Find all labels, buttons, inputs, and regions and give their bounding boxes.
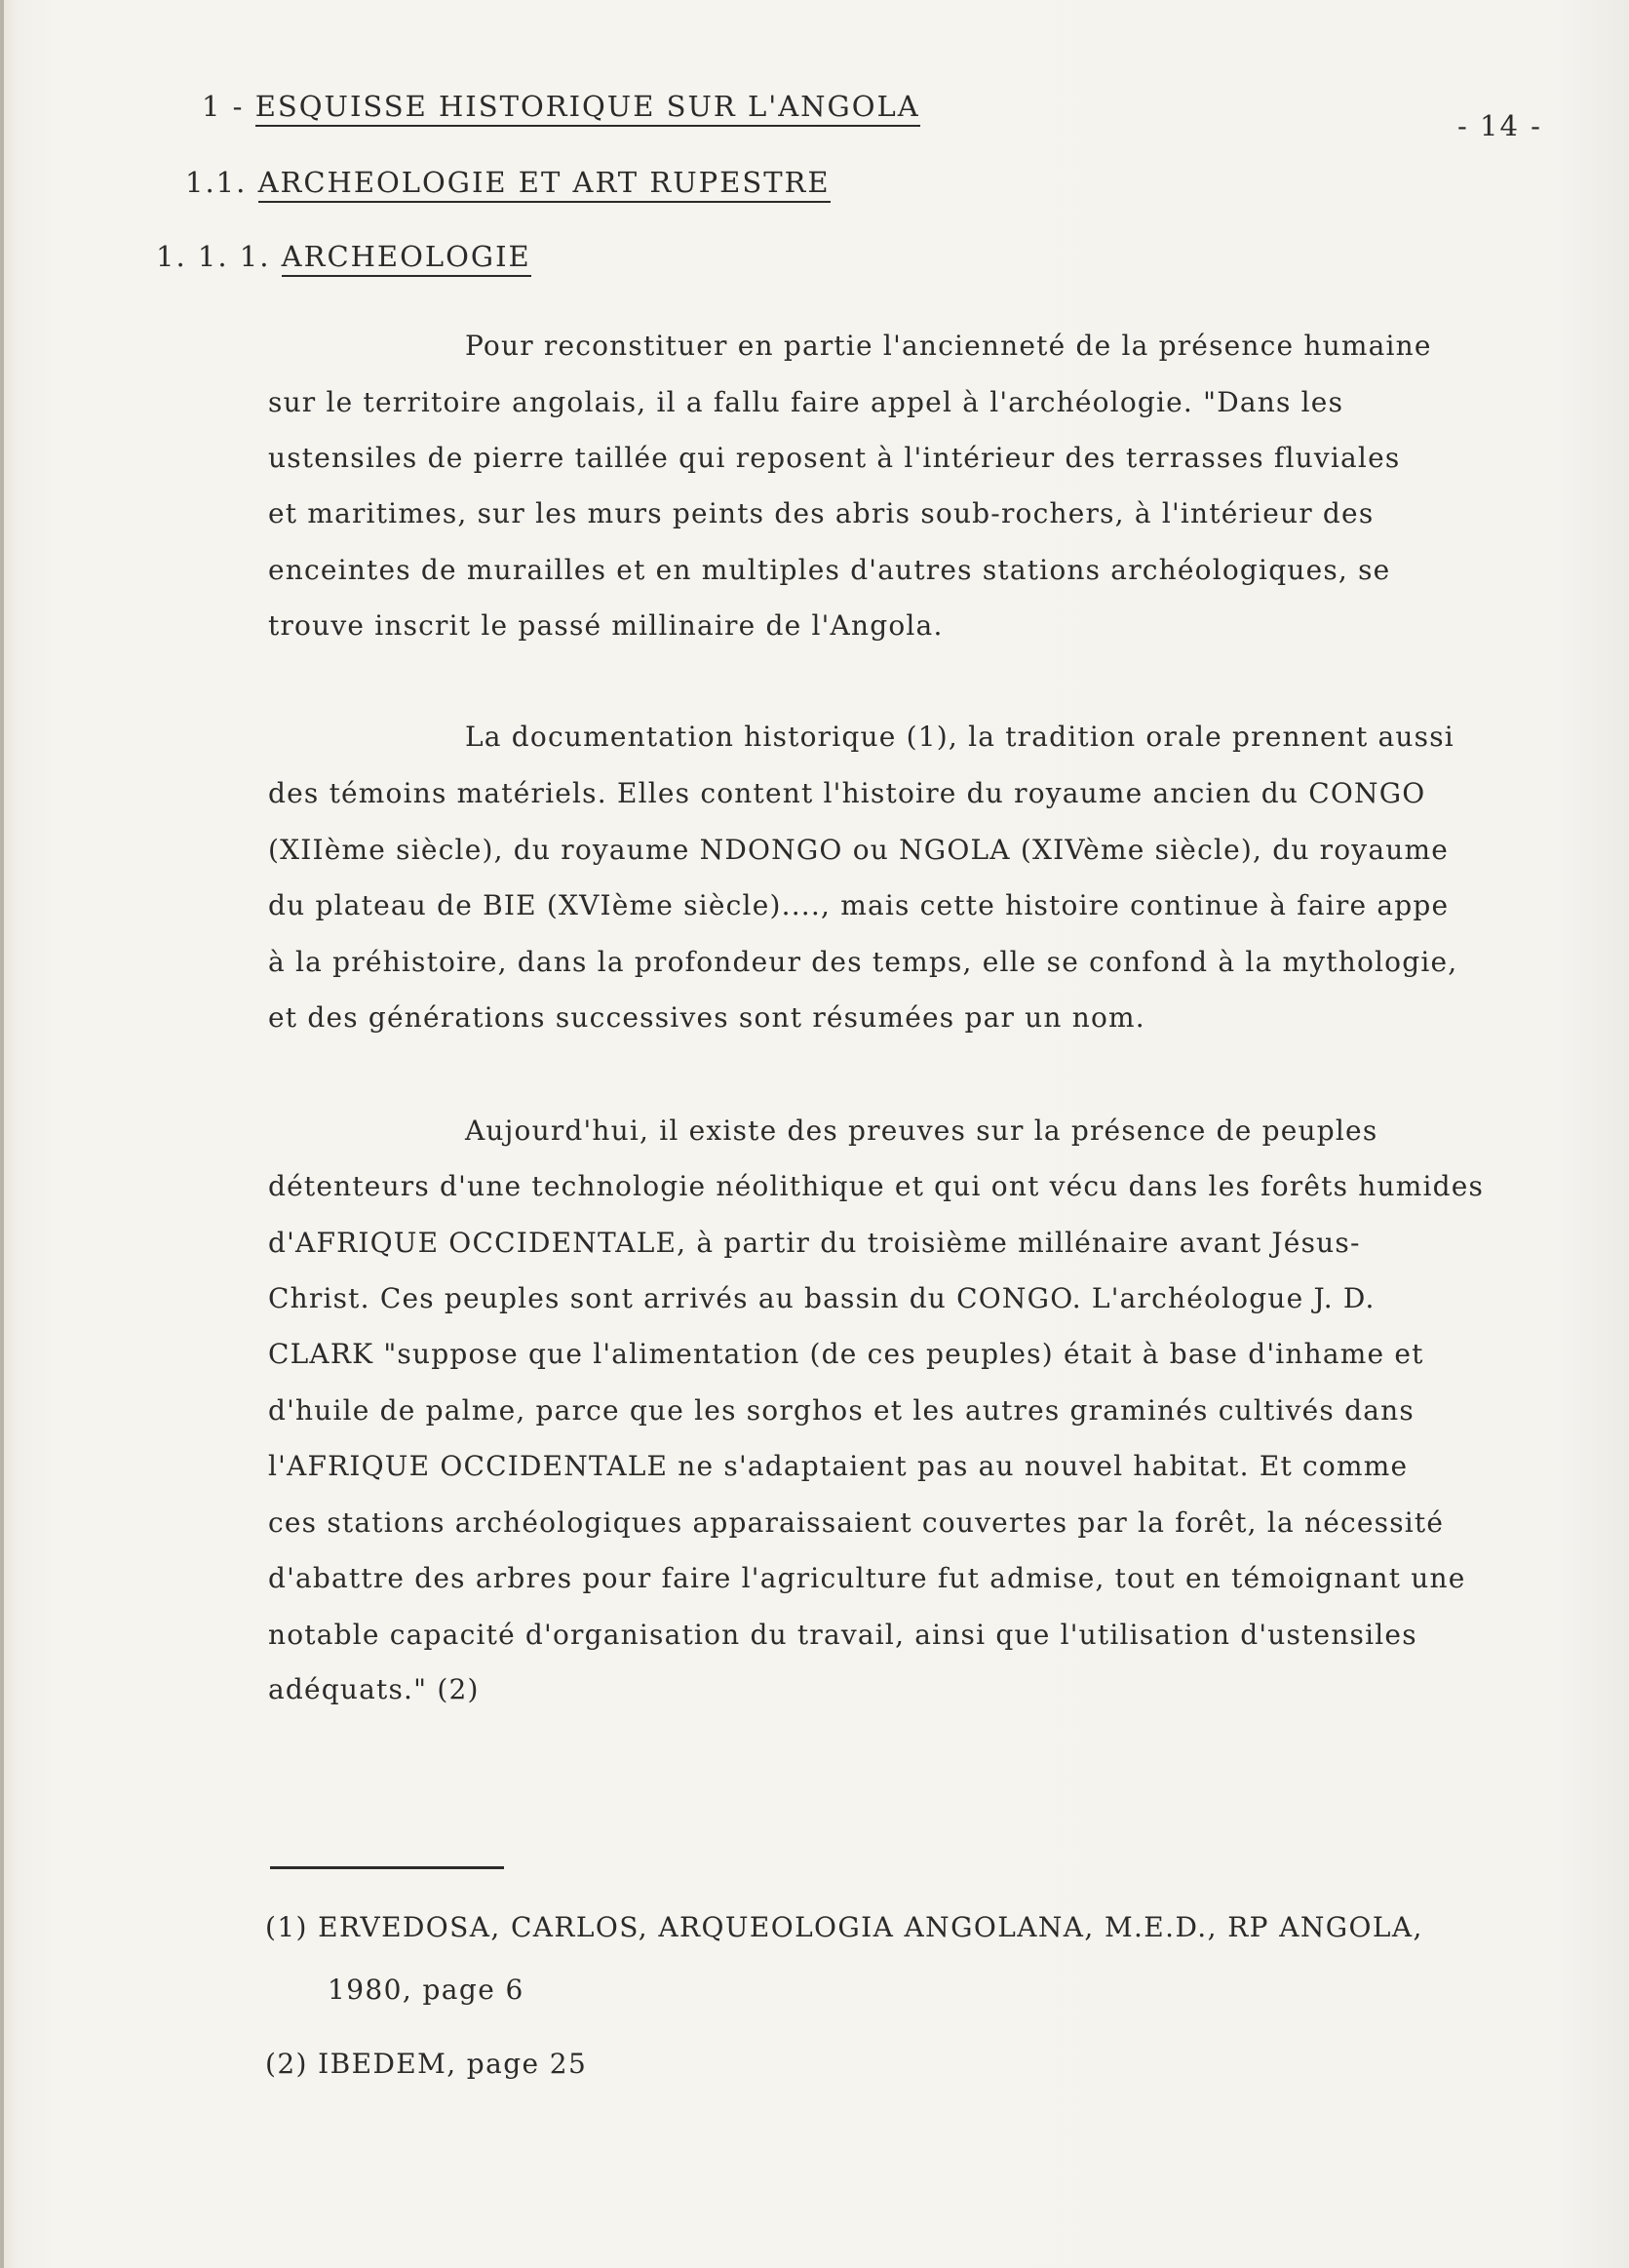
heading-2-title: ARCHEOLOGIE ET ART RUPESTRE [258,166,831,203]
p3-line-2: détenteurs d'une technologie néolithique et qui ont vécu dans les forêts humides [268,1170,1485,1202]
p3-line-5: CLARK "suppose que l'alimentation (de ces peuples) était à base d'inhame et [268,1338,1424,1370]
footnote-separator [270,1866,504,1869]
p2-line-6: et des générations successives sont résumées par un nom. [268,1001,1145,1034]
heading-2-number: 1.1. [185,166,248,199]
footnote-1-line-1: (1) ERVEDOSA, CARLOS, ARQUEOLOGIA ANGOLANA, M.E.D., RP ANGOLA, [265,1911,1423,1943]
page-number: - 14 - [1457,109,1542,142]
heading-3 [156,240,531,273]
p2-line-3: (XIIème siècle), du royaume NDONGO ou NGOLA (XIVème siècle), du royaume [268,834,1449,866]
p1-line-2: sur le territoire angolais, il a fallu faire appel à l'archéologie. "Dans les [268,386,1344,418]
footnote-2: (2) IBEDEM, page 25 [265,2048,588,2080]
p3-line-3: d'AFRIQUE OCCIDENTALE, à partir du troisième millénaire avant Jésus- [268,1227,1361,1259]
p3-line-1: Aujourd'hui, il existe des preuves sur la présence de peuples [465,1114,1378,1147]
heading-3-title: ARCHEOLOGIE [282,240,531,277]
p1-line-4: et maritimes, sur les murs peints des abris soub-rochers, à l'intérieur des [268,497,1375,529]
heading-1-title: ESQUISSE HISTORIQUE SUR L'ANGOLA [255,90,920,127]
p2-line-4: du plateau de BIE (XVIème siècle)...., mais cette histoire continue à faire appe [268,889,1450,921]
p2-line-5: à la préhistoire, dans la profondeur des temps, elle se confond à la mythologie, [268,946,1458,978]
p3-line-7: l'AFRIQUE OCCIDENTALE ne s'adaptaient pas au nouvel habitat. Et comme [268,1450,1409,1482]
p3-line-8: ces stations archéologiques apparaissaient couvertes par la forêt, la nécessité [268,1506,1445,1539]
heading-1-number: 1 - [202,90,245,123]
p1-line-5: enceintes de murailles et en multiples d'autres stations archéologiques, se [268,554,1391,586]
page-edge [0,0,4,2268]
p2-line-1: La documentation historique (1), la tradition orale prennent aussi [465,721,1454,753]
p1-line-1: Pour reconstituer en partie l'ancienneté de la présence humaine [465,330,1432,362]
p2-line-2: des témoins matériels. Elles content l'histoire du royaume ancien du CONGO [268,777,1426,809]
footnote-1-line-2: 1980, page 6 [328,1974,524,2006]
heading-1 [202,90,920,123]
heading-3-number: 1. 1. 1. [156,240,271,273]
p1-line-6: trouve inscrit le passé millinaire de l'Angola. [268,609,944,642]
p3-line-10: notable capacité d'organisation du travail, ainsi que l'utilisation d'ustensiles [268,1619,1417,1651]
p3-line-11: adéquats." (2) [268,1673,480,1705]
p1-line-3: ustensiles de pierre taillée qui reposent à l'intérieur des terrasses fluviales [268,442,1401,474]
p3-line-9: d'abattre des arbres pour faire l'agriculture fut admise, tout en témoignant une [268,1562,1466,1594]
heading-2 [185,166,831,199]
p3-line-6: d'huile de palme, parce que les sorghos et les autres graminés cultivés dans [268,1394,1415,1427]
p3-line-4: Christ. Ces peuples sont arrivés au bassin du CONGO. L'archéologue J. D. [268,1282,1376,1314]
